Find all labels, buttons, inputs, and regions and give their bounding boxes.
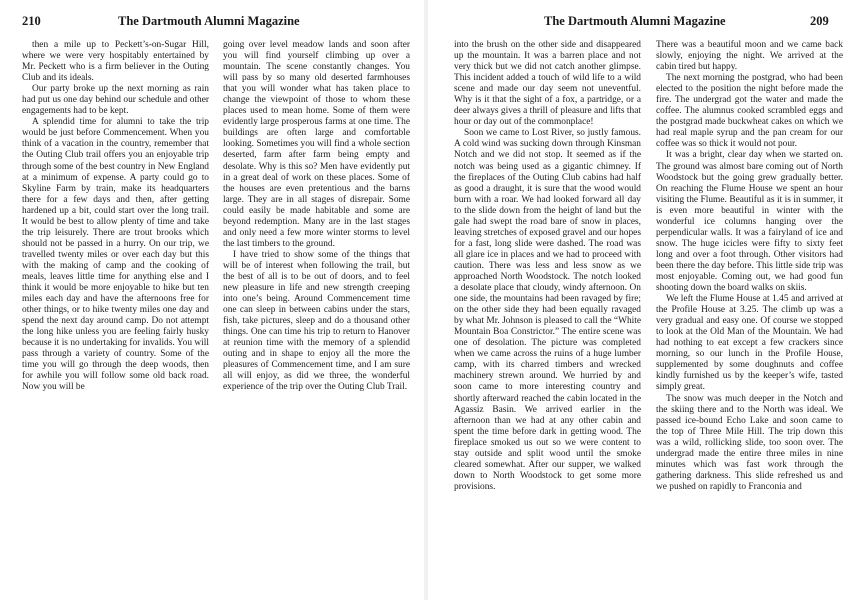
paragraph: into the brush on the other side and disappeared up the mountain. It was a barren place and not very thick but we did not catch another glimpse. This incident added a touch of wild life to a wild scene and made our day seem not uneventful. Why is it that the sight of a fox, a partridge, or a deer always gives a thrill of pleasure and lifts that hour or day out of the commonplace! bbox=[454, 40, 641, 128]
right-page bbox=[432, 0, 852, 600]
paragraph: It was a bright, clear day when we started on. The ground was almost bare coming out of North Woodstock but the going grew gradually better. On reaching the Flume House we spent an hour visiting the Flume. Beautiful as it is in summer, it is even more beautiful in winter with the wonderful ice columns hanging over the perpendicular walls. It was a fairyland of ice and snow. The huge icicles were fifty to sixty feet long and over a foot through. Other visitors had been there the day before. This little side trip was most enjoyable. Coming out, we had good fun shooting down the board walks on skiis. bbox=[656, 150, 843, 294]
left-running-head: The Dartmouth Alumni Magazine bbox=[118, 14, 300, 28]
paragraph: Our party broke up the next morning as rain had put us one day behind our schedule and other engagements had to be kept. bbox=[22, 84, 209, 117]
paragraph: A splendid time for alumni to take the trip would be just before Commencement. When you think of a vacation in the country, remember that the Outing Club trail offers you an enjoyable trip through some of the best country in New England at a minimum of expense. A party could go to Skyline Farm by train, make its headquarters there for a few days and then, after getting hardened up a bit, could start over the long trail. It would be best to allow plenty of time and take the trip leisurely. There are trout brooks which should not be passed in a hurry. On our trip, we travelled twenty miles or over each day but this with the making of camp and the cooking of meals, leaves little time for anything else and I think it would be more enjoyable to hike but ten miles each day and have the afternoons free for other things, or to hike twenty miles one day and spend the next day around camp. Do not attempt the long hike unless you are feeling fairly husky because it is no undertaking for invalids. You will pass through a variety of country. Some of the time you will go through the deep woods, then for awhile you will follow some old back road. Now you will be bbox=[22, 117, 209, 393]
paragraph: We left the Flume House at 1.45 and arrived at the Profile House at 3.25. The climb up was a very gradual and easy one. Of course we stopped to look at the Old Man of the Mountain. We had had nothing to eat except a few crackers since morning, so our lunch in the Profile House, supplemented by some doughnuts and coffee kindly furnished us by the keeper’s wife, tasted simply great. bbox=[656, 294, 843, 393]
right-page-number: 209 bbox=[810, 14, 829, 28]
paragraph: going over level meadow lands and soon after you will find yourself climbing up over a mountain. The scene constantly changes. You will pass by so many old deserted farmhouses that you will wonder what has taken place to change the viewpoint of those to whom these places used to mean home. Some of them were evidently large prosperous farms at one time. The buildings are often large and comfortable looking. Sometimes you will find a whole section deserted, farm after farm being empty and desolate. Why is this so? Men have evidently put in a great deal of work on these places. Some of the houses are even pretentious and the barns large. They are in all stages of disrepair. Some could easily be made habitable and some are beyond redemption. Many are in the last stages and only need a few more winter storms to level the last timbers to the ground. bbox=[223, 40, 410, 249]
paragraph: There was a beautiful moon and we came back slowly, enjoying the night. We arrived at the cabin tired but happy. bbox=[656, 40, 843, 73]
left-column-1 bbox=[22, 40, 209, 596]
page-gutter bbox=[424, 0, 428, 600]
paragraph: Soon we came to Lost River, so justly famous. A cold wind was sucking down through Kinsman Notch and we did not stop. It seemed as if the notch was being used as a gigantic chimney. If the fireplaces of the Outing Club cabins had half as good a draught, it is sure that the wood would burn with a roar. We had looked forward all day to the slide down from the height of land but the gale had swept the road bare of snow in places, leaving stretches of exposed gravel and our hopes for a fast, long slide were dashed. The road was all glare ice in places and we had to proceed with caution. There was less and less snow as we approached North Woodstock. The notch looked a desolate place that cloudy, windy afternoon. On one side, the mountains had been ravaged by fire; on the other side they had been equally ravaged by what Mr. Johnson is pleased to call the “White Mountain Boa Constrictor.” The entire scene was one of desolation. The picture was completed when we came across the ruins of a huge lumber camp, with its charred timbers and wrecked machinery strewn around. We hurried by and soon came to more interesting country and shortly afterward reached the cabin located in the Agassiz Basin. We arrived earlier in the afternoon than we had at any other cabin and spent the time before dark in getting wood. The fireplace smoked us out so we were content to stay outside and split wood until the smoke cleared somewhat. After our supper, we walked down to North Woodstock to get some more provisions. bbox=[454, 128, 641, 492]
paragraph: I have tried to show some of the things that will be of interest when following the trail, but the best of all is to be out of doors, and to feel new pleasure in life and new strength creeping into one’s being. Around Commencement time one can sleep in between cabins under the stars, fish, take pictures, sleep and do a thousand other things. One can time his trip to return to Hanover at reunion time with the memory of a splendid outing and in shape to enjoy all the more the pleasures of Commencement time, and I am sure all will enjoy, as did we three, the wonderful experience of the trip over the Outing Club Trail. bbox=[223, 249, 410, 393]
left-page-number: 210 bbox=[22, 14, 41, 28]
right-column-1 bbox=[454, 40, 641, 596]
paragraph: The next morning the postgrad, who had been elected to the position the night before made the fire. The undergrad got the water and made the coffee. The alumnus cooked scrambled eggs and the postgrad made buckwheat cakes on which we had real maple syrup and the pan cream for our coffee was so thick it would not pour. bbox=[656, 73, 843, 150]
paragraph: then a mile up to Peckett’s-on-Sugar Hill, where we were very hospitably entertained by Mr. Peckett who is a firm believer in the Outing Club and its ideals. bbox=[22, 40, 209, 84]
left-column-2 bbox=[223, 40, 410, 596]
right-column-2 bbox=[656, 40, 843, 596]
paragraph: The snow was much deeper in the Notch and the skiing there and to the North was ideal. We passed ice-bound Echo Lake and soon came to the top of Three Mile Hill. The trip down this was a wild, rollicking slide, too soon over. The undergrad made the entire three miles in nine minutes which was fast work through the gathering darkness. This slide refreshed us and we pushed on rapidly to Franconia and bbox=[656, 393, 843, 492]
left-page bbox=[0, 0, 420, 600]
right-running-head: The Dartmouth Alumni Magazine bbox=[544, 14, 726, 28]
